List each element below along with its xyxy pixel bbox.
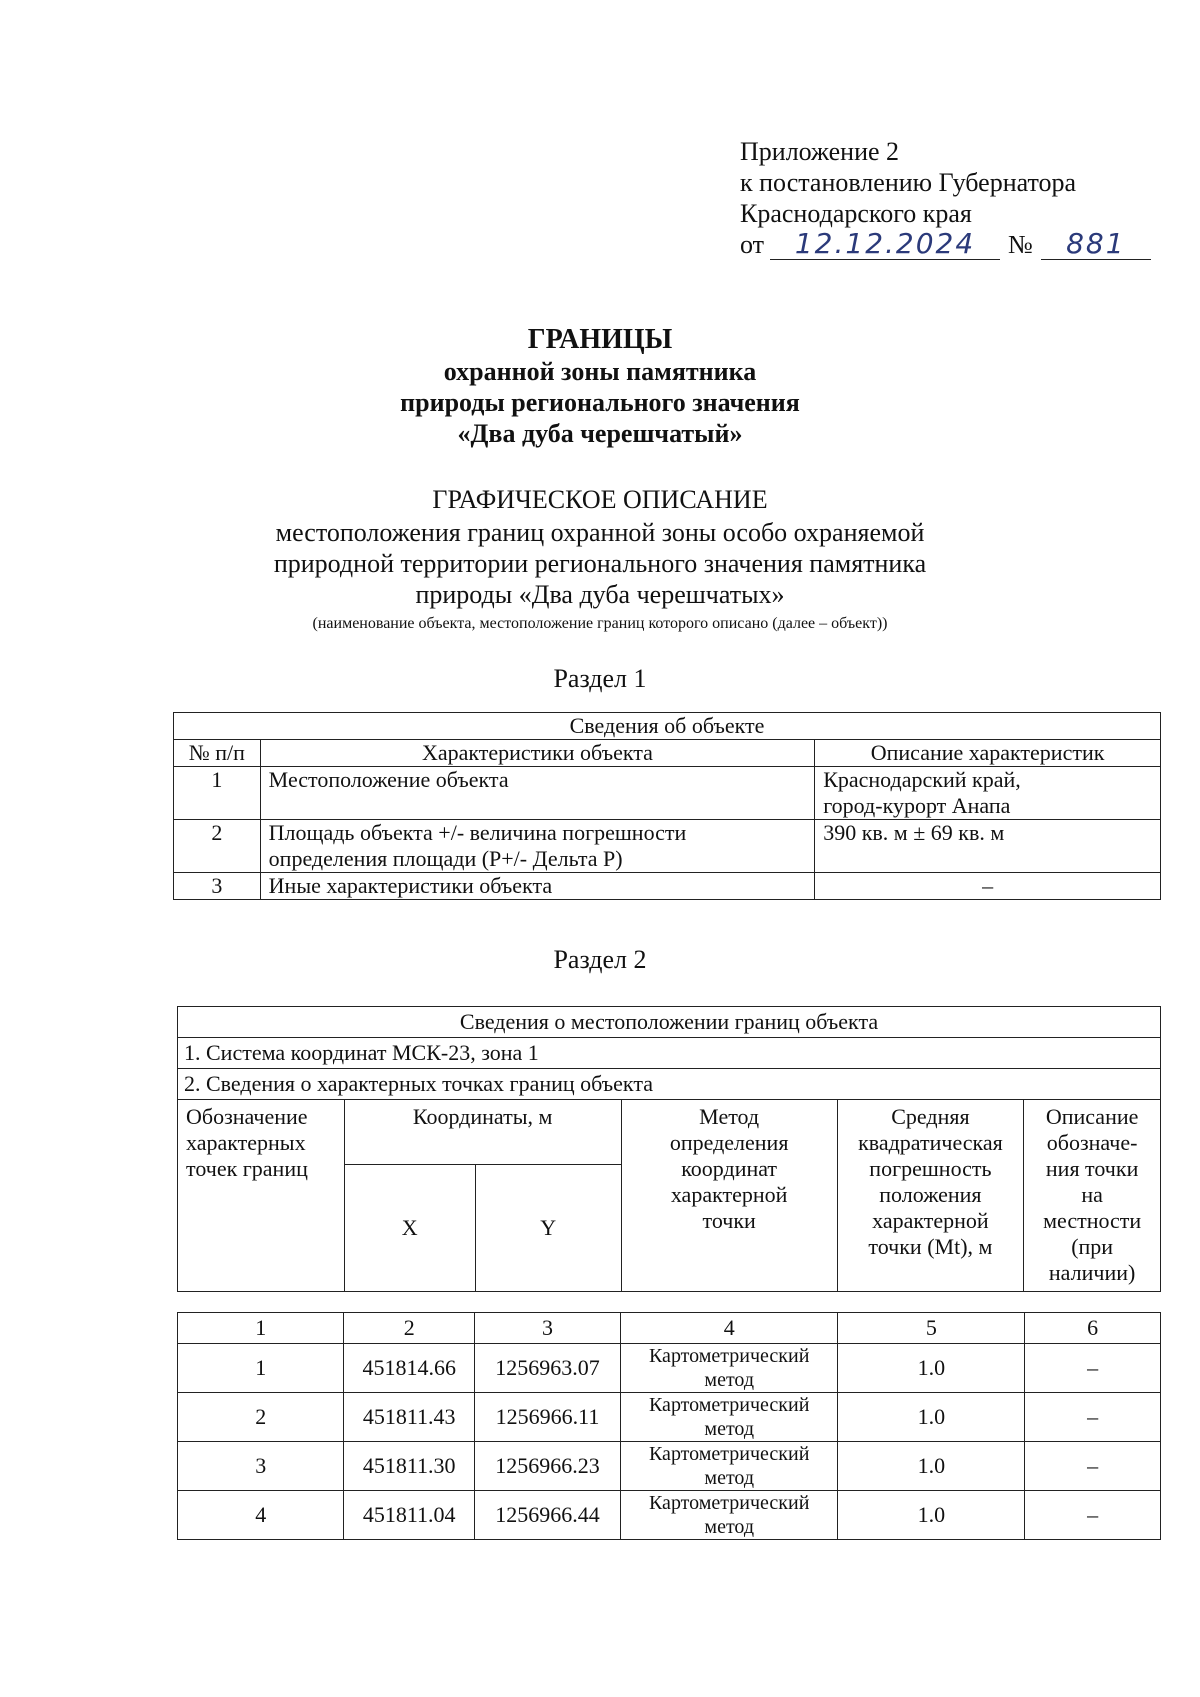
appendix-line-2: к постановлению Губернатора [740,168,1077,197]
point-x: 451811.04 [344,1491,475,1540]
boundary-info-header-table [177,1006,1161,1292]
point-y: 1256963.07 [475,1344,621,1393]
header-designation [178,1100,345,1292]
header-line: точек границ [186,1156,308,1181]
points-title-row [178,1069,1161,1100]
point-x: 451814.66 [344,1344,475,1393]
point-description: – [1025,1442,1161,1491]
header-line: (при [1071,1234,1114,1259]
column-number-row [178,1313,1161,1344]
header-line: обозначе- [1046,1130,1138,1155]
header-line: характерных [186,1130,306,1155]
method-line: Картометрический [648,1394,810,1416]
header-line: Обозначение [186,1104,308,1129]
table-row [174,767,1161,820]
date-number-row [740,229,1151,260]
column-number: 1 [178,1313,344,1344]
method-line: метод [704,1516,755,1538]
header-line: Описание [1045,1104,1139,1129]
point-method [621,1344,838,1393]
appendix-line-3: Краснодарского края [740,199,972,228]
row-num: 1 [174,767,261,820]
header-line: положения [879,1182,982,1207]
table-title-row [174,713,1161,740]
point-description: – [1025,1393,1161,1442]
point-error: 1.0 [838,1491,1025,1540]
column-number: 6 [1025,1313,1161,1344]
point-error: 1.0 [838,1442,1025,1491]
object-info-table [173,712,1161,900]
row-name-line: определения площади (Р+/- Дельта Р) [268,846,623,871]
header-line: местности [1043,1208,1142,1233]
appendix-line-1: Приложение 2 [740,137,900,166]
title-line-2: охранной зоны памятника [443,357,757,386]
document-title: ГРАНИЦЫ [527,324,673,355]
point-method [621,1491,838,1540]
table-row [178,1393,1161,1442]
point-method [621,1393,838,1442]
point-id: 2 [178,1393,344,1442]
header-num: № п/п [174,740,261,767]
point-method [621,1442,838,1491]
boundary-points-table [177,1312,1161,1540]
column-number: 4 [621,1313,838,1344]
row-desc-line: город-курорт Анапа [823,793,1011,818]
point-description: – [1025,1491,1161,1540]
header-line: определения [669,1130,789,1155]
graphic-line-2: природной территории регионального значения памятника [273,549,927,578]
header-line: Средняя [891,1104,970,1129]
row-name [260,820,815,873]
point-error: 1.0 [838,1393,1025,1442]
header-characteristics: Характеристики объекта [260,740,815,767]
row-name: Местоположение объекта [260,767,815,820]
point-error: 1.0 [838,1344,1025,1393]
table-row [174,820,1161,873]
table-row [178,1442,1161,1491]
handwritten-date: 12.12.2024 [770,229,1000,260]
method-line: Картометрический [648,1443,810,1465]
table-row [178,1344,1161,1393]
table-header-row [178,1100,1161,1165]
graphic-note: (наименование объекта, местоположение границ которого описано (далее – объект)) [312,615,888,632]
point-x: 451811.30 [344,1442,475,1491]
table-title-row [178,1007,1161,1038]
row-num: 3 [174,873,261,900]
header-y: Y [475,1165,621,1292]
header-line: координат [681,1156,778,1181]
point-y: 1256966.23 [475,1442,621,1491]
row-name: Иные характеристики объекта [260,873,815,900]
header-line: точки [702,1208,756,1233]
graphic-line-3: природы «Два дуба черешчатых» [415,580,785,609]
header-line: точки (Mt), м [868,1234,993,1259]
row-desc: 390 кв. м ± 69 кв. м [815,820,1161,873]
header-line: ния точки [1045,1156,1139,1181]
date-prefix: от [740,230,765,259]
point-y: 1256966.11 [475,1393,621,1442]
row-desc: – [815,873,1161,900]
header-error [837,1100,1024,1292]
point-id: 1 [178,1344,344,1393]
method-line: Картометрический [648,1492,810,1514]
object-info-title: Сведения об объекте [174,713,1161,740]
header-method [621,1100,837,1292]
point-y: 1256966.44 [475,1491,621,1540]
column-number: 5 [838,1313,1025,1344]
row-desc-line: Краснодарский край, [823,767,1021,792]
header-x: X [344,1165,475,1292]
row-num: 2 [174,820,261,873]
method-line: метод [704,1418,755,1440]
coordinate-system: 1. Система координат МСК-23, зона 1 [178,1038,1161,1069]
method-line: Картометрический [648,1345,810,1367]
table-header-row [174,740,1161,767]
point-id: 3 [178,1442,344,1491]
boundary-info-title: Сведения о местоположении границ объекта [178,1007,1161,1038]
coordinate-system-row [178,1038,1161,1069]
point-x: 451811.43 [344,1393,475,1442]
appendix-header [740,136,1151,260]
header-line: характерной [670,1182,788,1207]
section-1-title: Раздел 1 [553,664,647,693]
column-number: 3 [475,1313,621,1344]
graphic-line-1: местоположения границ охранной зоны особо охраняемой [275,518,925,547]
row-name-line: Площадь объекта +/- величина погрешности [268,820,687,845]
header-line: наличии) [1048,1260,1136,1285]
number-sign: № [1008,230,1033,259]
point-description: – [1025,1344,1161,1393]
header-line: характерной [872,1208,989,1233]
header-line: Метод [699,1104,760,1129]
method-line: метод [704,1369,755,1391]
header-line: погрешность [869,1156,992,1181]
column-number: 2 [344,1313,475,1344]
header-line: на [1081,1182,1103,1207]
points-title: 2. Сведения о характерных точках границ объекта [178,1069,1161,1100]
table-row [174,873,1161,900]
header-point-description [1024,1100,1161,1292]
title-line-4: «Два дуба черешчатый» [457,419,743,448]
header-description: Описание характеристик [815,740,1161,767]
header-coordinates: Координаты, м [344,1100,621,1165]
handwritten-number: 881 [1041,229,1151,260]
method-line: метод [704,1467,755,1489]
point-id: 4 [178,1491,344,1540]
section-2-title: Раздел 2 [553,945,647,974]
title-line-3: природы регионального значения [400,388,800,417]
row-desc [815,767,1161,820]
header-line: квадратическая [858,1130,1003,1155]
graphic-heading: ГРАФИЧЕСКОЕ ОПИСАНИЕ [432,485,768,514]
table-row [178,1491,1161,1540]
